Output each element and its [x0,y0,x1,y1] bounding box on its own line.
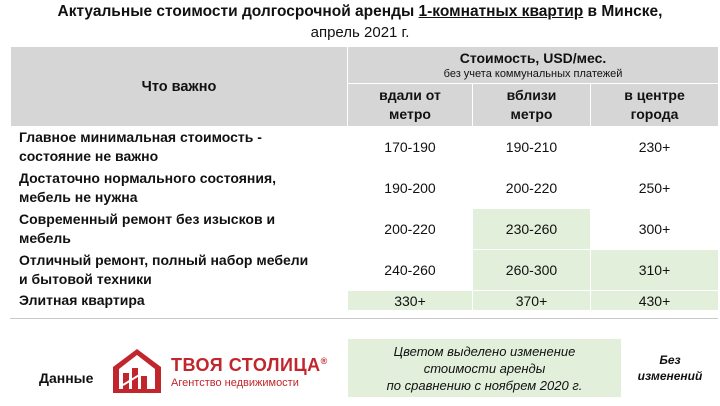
note-line: стоимости аренды [423,360,546,376]
price-cell: 200-220 [348,209,473,250]
logo-name-text: ТВОЯ СТОЛИЦА [171,355,321,375]
header-cost [348,47,719,84]
header-what-label: Что важно [141,78,217,95]
title-suffix: в Минске, [583,3,663,20]
price-cell: 240-260 [348,250,473,291]
price-cell-changed: 310+ [591,250,719,291]
column-header-near-metro [473,84,591,127]
column-header-line: в центре [624,87,685,103]
price-cell-changed: 330+ [348,291,473,311]
row-label-line: Элитная квартира [19,292,145,308]
title-underlined: 1-комнатных квартир [418,3,584,20]
cost-note: без учета коммунальных платежей [443,68,623,80]
logo-reg-mark: ® [320,356,328,366]
price-cell-changed: 230-260 [473,209,591,250]
row-label-line: Главное минимальная стоимость - [19,129,262,145]
data-source [11,339,348,398]
title-prefix: Актуальные стоимости долгосрочной аренды [57,3,419,20]
legend-changed-note [348,339,622,398]
legend-no-change [622,339,719,398]
row-label-line: состояние не важно [19,148,159,164]
table-row [11,168,719,209]
table-row [11,250,719,291]
note-line: Цветом выделено изменение [393,343,576,359]
price-cell: 300+ [591,209,719,250]
page-title [0,2,720,22]
price-cell: 190-210 [473,127,591,168]
column-header-line: метро [389,106,431,122]
company-logo [109,343,349,397]
table-row [11,291,719,311]
price-cell: 230+ [591,127,719,168]
row-label [11,127,348,168]
page-subtitle: апрель 2021 г. [310,24,410,41]
price-cell: 200-220 [473,168,591,209]
price-cell: 190-200 [348,168,473,209]
price-cell-changed: 370+ [473,291,591,311]
data-label: Данные [39,370,94,386]
column-header-far-metro [348,84,473,127]
column-header-line: города [630,106,679,122]
header-what-matters [11,47,348,127]
note-line: по сравнению с ноябрем 2020 г. [386,377,583,393]
row-label [11,168,348,209]
divider [10,318,718,319]
column-header-line: метро [510,106,553,122]
row-label-line: Отличный ремонт, полный набор мебели [19,252,309,268]
row-label [11,291,348,311]
table-row [11,209,719,250]
row-label [11,250,348,291]
column-header-line: вдали от [379,87,441,103]
row-label-line: мебель [19,230,71,246]
rent-table [10,46,719,311]
row-label-line: Достаточно нормального состояния, [19,170,277,186]
row-label-line: Современный ремонт без изысков и [19,211,276,227]
column-header-center [591,84,719,127]
logo-house-icon [109,343,165,397]
table-row [11,127,719,168]
footer-legend [10,338,719,398]
cost-title: Стоимость, USD/мес. [459,50,607,66]
row-label-line: и бытовой техники [19,271,152,287]
price-cell: 250+ [591,168,719,209]
price-cell-changed: 430+ [591,291,719,311]
no-change-line: изменений [637,369,703,383]
price-cell-changed: 260-300 [473,250,591,291]
logo-name [171,355,328,376]
row-label-line: мебель не нужна [19,189,138,205]
column-header-line: вблизи [506,87,557,103]
price-cell: 170-190 [348,127,473,168]
no-change-line: Без [659,353,681,367]
logo-subtitle: Агентство недвижимости [171,377,299,389]
row-label [11,209,348,250]
